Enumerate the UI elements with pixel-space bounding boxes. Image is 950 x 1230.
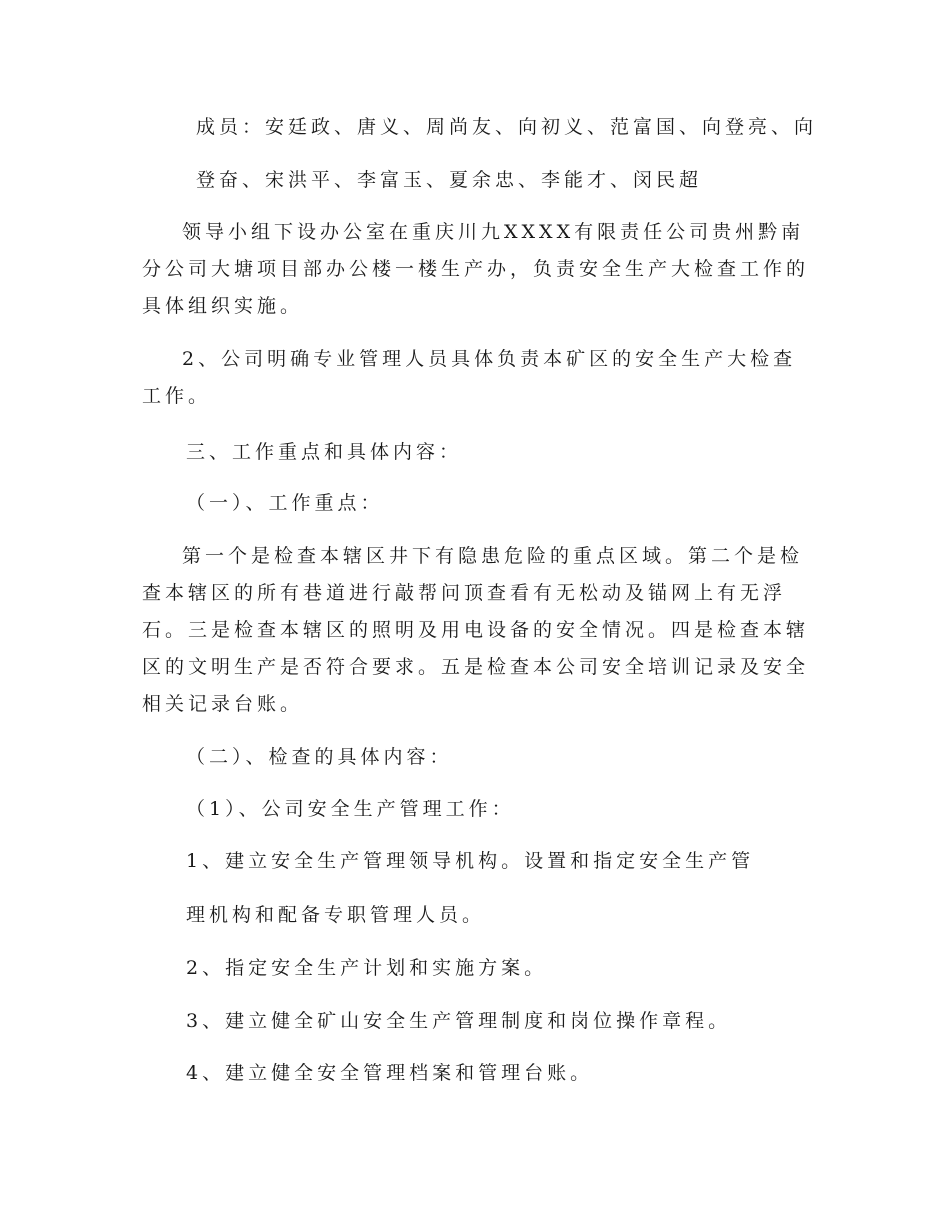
- subsection-2-heading: （二）、检查的具体内容：: [186, 746, 453, 768]
- item-2-paragraph: 2、公司明确专业管理人员具体负责本矿区的安全生产大检查工作。: [142, 348, 797, 407]
- subsection-2-1-heading: （1）、公司安全生产管理工作：: [186, 798, 515, 820]
- list-item-1-line-2: 理机构和配备专职管理人员。: [186, 904, 486, 926]
- list-item-3: 3、建立健全矿山安全生产管理制度和岗位操作章程。: [186, 1010, 732, 1032]
- office-paragraph: 领导小组下设办公室在重庆川九XXXX有限责任公司贵州黔南分公司大塘项目部办公楼一楼生产办，负责安全生产大检查工作的具体组织实施。: [142, 221, 810, 317]
- list-item-2: 2、指定安全生产计划和实施方案。: [186, 957, 548, 979]
- subsection-1-heading: （一）、工作重点：: [186, 492, 384, 514]
- list-item-4: 4、建立健全安全管理档案和管理台账。: [186, 1062, 594, 1084]
- members-line-2: 登奋、宋洪平、李富玉、夏余忠、李能才、闵民超: [196, 169, 703, 191]
- members-line-1: 成员：安廷政、唐义、周尚友、向初义、范富国、向登亮、向: [196, 116, 818, 138]
- focus-paragraph: 第一个是检查本辖区井下有隐患危险的重点区域。第二个是检查本辖区的所有巷道进行敲帮问顶查看有无松动及锚网上有无浮石。三是检查本辖区的照明及用电设备的安全情况。四是检查本辖区的文明生产是否符合要求。五是检查本公司安全培训记录及安全相关记录台账。: [142, 545, 810, 715]
- section-3-heading: 三、工作重点和具体内容：: [186, 441, 463, 463]
- list-item-1-line-1: 1、建立安全生产管理领导机构。设置和指定安全生产管: [186, 850, 755, 872]
